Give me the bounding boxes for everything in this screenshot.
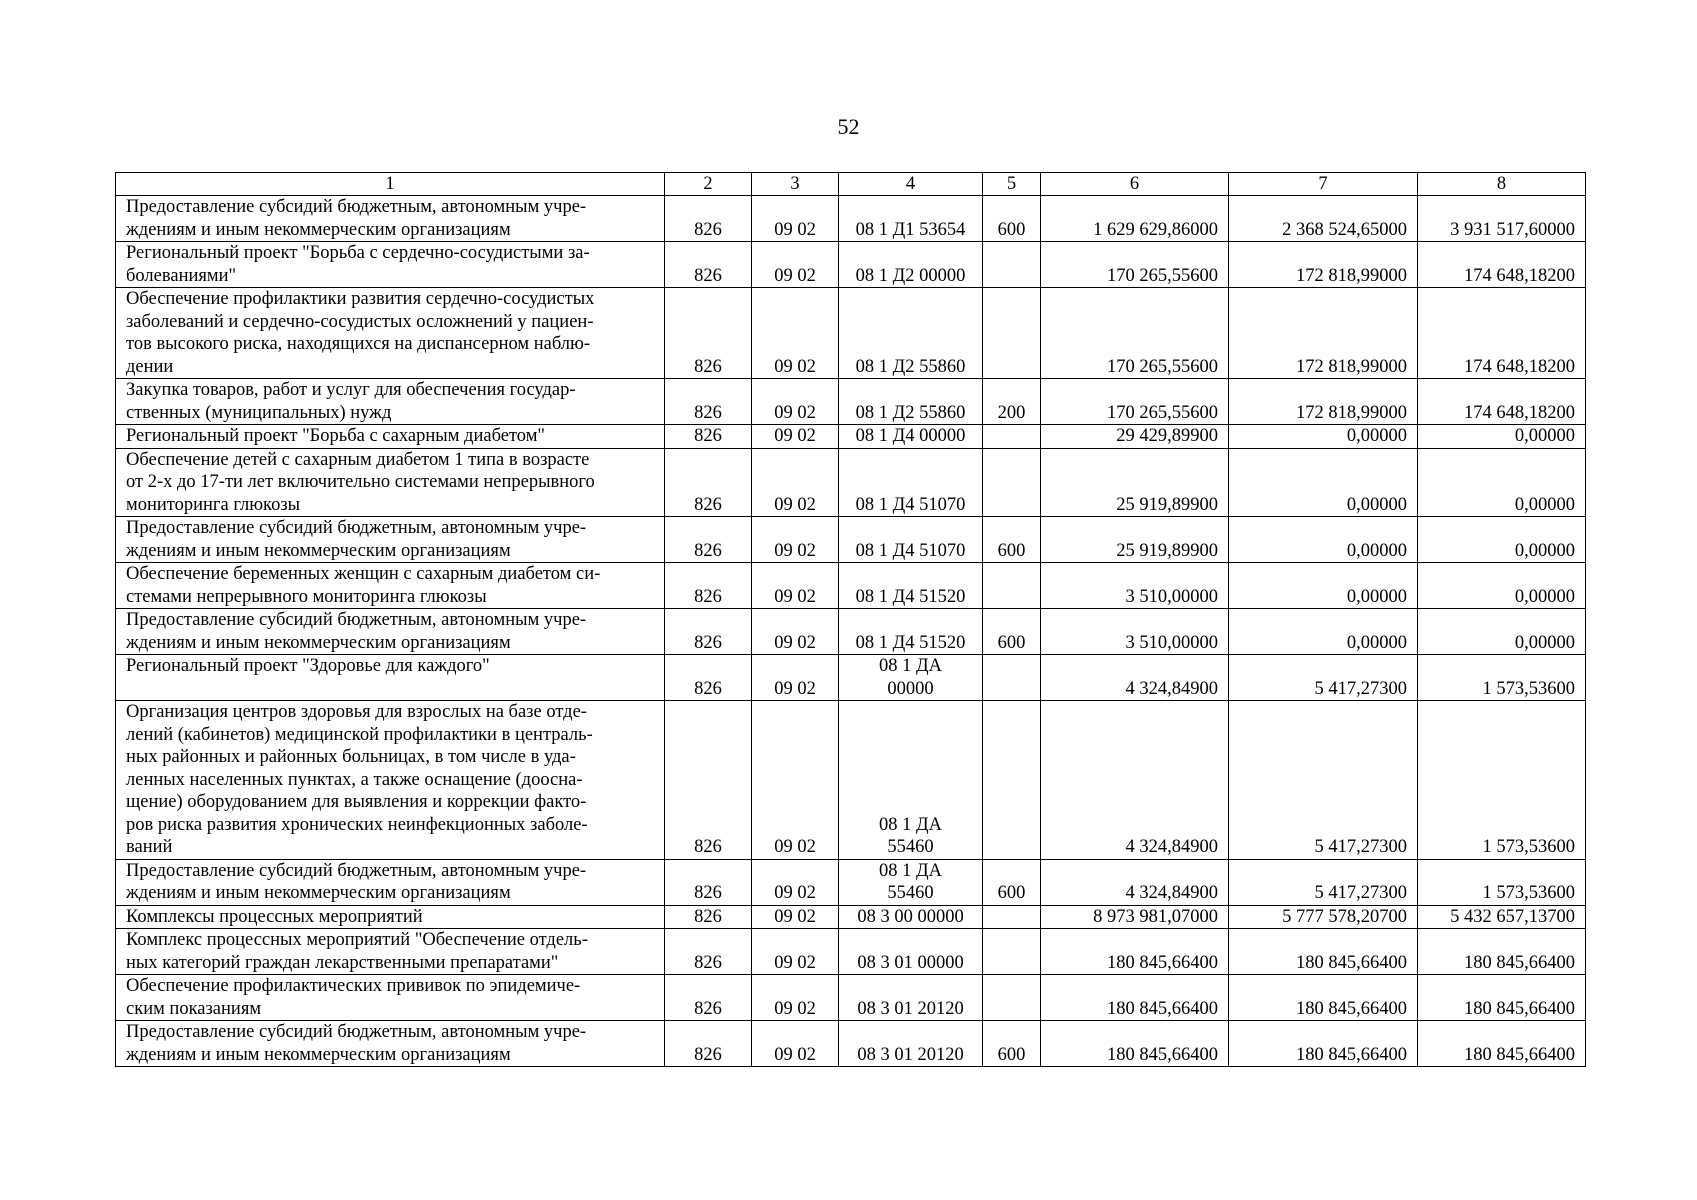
table-row [116, 448, 1586, 517]
header-row [116, 173, 1586, 196]
target-article-cell: 08 3 00 00000 [839, 905, 983, 929]
item-name-line: ных категорий граждан лекарственными препаратами" [126, 952, 559, 973]
section-code-cell: 09 02 [752, 1021, 839, 1067]
code-line: 08 1 ДА [879, 860, 942, 881]
ministry-code-cell: 826 [665, 929, 752, 975]
item-name-line: заболеваний и сердечно-сосудистых осложнений у пациен- [126, 311, 594, 332]
table-row [116, 859, 1586, 905]
table-row [116, 975, 1586, 1021]
amount-cell: 5 417,27300 [1229, 859, 1418, 905]
table-row [116, 425, 1586, 449]
code-line: 08 1 ДА [879, 814, 942, 835]
ministry-code-cell: 826 [665, 379, 752, 425]
amount-cell: 1 573,53600 [1418, 655, 1586, 701]
amount-cell: 0,00000 [1229, 448, 1418, 517]
amount-cell: 180 845,66400 [1418, 929, 1586, 975]
amount-cell: 4 324,84900 [1041, 655, 1229, 701]
section-code-cell: 09 02 [752, 425, 839, 449]
table-row [116, 288, 1586, 379]
amount-cell: 174 648,18200 [1418, 288, 1586, 379]
item-name-line: лений (кабинетов) медицинской профилактики в централь- [126, 724, 593, 745]
item-name-line: Обеспечение профилактики развития сердечно-сосудистых [126, 289, 595, 309]
expense-type-cell [983, 701, 1041, 860]
section-code-cell: 09 02 [752, 563, 839, 609]
target-article-cell: 08 1 Д2 55860 [839, 288, 983, 379]
target-article-cell: 08 1 Д4 00000 [839, 425, 983, 449]
expense-type-cell: 600 [983, 859, 1041, 905]
item-name-line: Предоставление субсидий бюджетным, автономным учре- [126, 518, 587, 538]
expense-type-cell [983, 242, 1041, 288]
ministry-code-cell: 826 [665, 288, 752, 379]
item-name-line: дении [126, 356, 174, 377]
item-name-cell [116, 905, 665, 929]
item-name-line: ждениям и иным некоммерческим организациям [126, 883, 511, 903]
table-row [116, 242, 1586, 288]
ministry-code-cell: 826 [665, 859, 752, 905]
target-article-cell: 08 3 01 00000 [839, 929, 983, 975]
amount-cell: 0,00000 [1418, 425, 1586, 449]
header-cell: 2 [665, 173, 752, 196]
expense-type-cell [983, 655, 1041, 701]
page-number: 52 [837, 114, 860, 139]
target-article-cell [839, 655, 983, 701]
item-name-line: Комплекс процессных мероприятий "Обеспечение отдель- [126, 930, 588, 950]
expense-type-cell [983, 563, 1041, 609]
target-article-cell: 08 1 Д4 51520 [839, 609, 983, 655]
table-row [116, 517, 1586, 563]
amount-cell: 180 845,66400 [1041, 929, 1229, 975]
item-name-cell [116, 701, 665, 860]
ministry-code-cell: 826 [665, 448, 752, 517]
header-cell: 1 [116, 173, 665, 196]
amount-cell: 5 417,27300 [1229, 701, 1418, 860]
header-cell: 5 [983, 173, 1041, 196]
amount-cell: 5 777 578,20700 [1229, 905, 1418, 929]
expense-type-cell: 600 [983, 196, 1041, 242]
code-line: 00000 [887, 678, 934, 699]
section-code-cell: 09 02 [752, 609, 839, 655]
amount-cell: 2 368 524,65000 [1229, 196, 1418, 242]
item-name-line: ров риска развития хронических неинфекционных заболе- [126, 814, 588, 835]
expense-type-cell: 200 [983, 379, 1041, 425]
amount-cell: 1 573,53600 [1418, 701, 1586, 860]
item-name-cell [116, 517, 665, 563]
expense-type-cell: 600 [983, 609, 1041, 655]
code-line: 55460 [887, 837, 934, 857]
section-code-cell: 09 02 [752, 655, 839, 701]
amount-cell: 170 265,55600 [1041, 379, 1229, 425]
item-name-line: мониторинга глюкозы [126, 494, 301, 515]
amount-cell: 0,00000 [1418, 448, 1586, 517]
amount-cell: 29 429,89900 [1041, 425, 1229, 449]
item-name-line: ственных (муниципальных) нужд [126, 402, 392, 423]
amount-cell: 0,00000 [1229, 425, 1418, 449]
target-article-cell: 08 1 Д4 51070 [839, 517, 983, 563]
target-article-cell: 08 1 Д1 53654 [839, 196, 983, 242]
amount-cell: 174 648,18200 [1418, 379, 1586, 425]
table-row [116, 905, 1586, 929]
item-name-line: ским показаниям [126, 998, 262, 1019]
ministry-code-cell: 826 [665, 425, 752, 449]
item-name-cell [116, 1021, 665, 1067]
amount-cell: 8 973 981,07000 [1041, 905, 1229, 929]
table-row [116, 196, 1586, 242]
item-name-line: Обеспечение профилактических прививок по эпидемиче- [126, 976, 581, 996]
table-row [116, 609, 1586, 655]
ministry-code-cell: 826 [665, 242, 752, 288]
item-name-line: ленных населенных пунктах, а также оснащение (доосна- [126, 769, 583, 790]
table-row [116, 655, 1586, 701]
section-code-cell: 09 02 [752, 379, 839, 425]
target-article-cell [839, 859, 983, 905]
code-line: 55460 [887, 883, 934, 903]
ministry-code-cell: 826 [665, 517, 752, 563]
amount-cell: 0,00000 [1229, 517, 1418, 563]
expense-type-cell: 600 [983, 517, 1041, 563]
item-name-line: Организация центров здоровья для взрослых на базе отде- [126, 702, 587, 722]
amount-cell: 180 845,66400 [1041, 1021, 1229, 1067]
header-cell: 7 [1229, 173, 1418, 196]
item-name-cell [116, 379, 665, 425]
amount-cell: 180 845,66400 [1229, 975, 1418, 1021]
ministry-code-cell: 826 [665, 196, 752, 242]
item-name-line: тов высокого риска, находящихся на диспансерном наблю- [126, 334, 590, 354]
amount-cell: 174 648,18200 [1418, 242, 1586, 288]
amount-cell: 25 919,89900 [1041, 517, 1229, 563]
header-cell: 6 [1041, 173, 1229, 196]
item-name-line: Предоставление субсидий бюджетным, автономным учре- [126, 197, 587, 217]
section-code-cell: 09 02 [752, 448, 839, 517]
amount-cell: 0,00000 [1418, 609, 1586, 655]
amount-cell: 1 573,53600 [1418, 859, 1586, 905]
expense-type-cell [983, 905, 1041, 929]
item-name-line: болеваниями" [126, 265, 237, 286]
amount-cell: 3 931 517,60000 [1418, 196, 1586, 242]
amount-cell: 4 324,84900 [1041, 859, 1229, 905]
item-name-cell [116, 425, 665, 449]
amount-cell: 0,00000 [1418, 517, 1586, 563]
item-name-line: Комплексы процессных мероприятий [126, 906, 423, 927]
target-article-cell: 08 1 Д4 51520 [839, 563, 983, 609]
amount-cell: 172 818,99000 [1229, 242, 1418, 288]
item-name-line [126, 678, 659, 701]
header-cell: 3 [752, 173, 839, 196]
item-name-line: ждениям и иным некоммерческим организациям [126, 540, 511, 561]
amount-cell: 0,00000 [1229, 563, 1418, 609]
item-name-line: ждениям и иным некоммерческим организациям [126, 632, 511, 653]
amount-cell: 170 265,55600 [1041, 242, 1229, 288]
amount-cell: 5 417,27300 [1229, 655, 1418, 701]
header-cell: 4 [839, 173, 983, 196]
section-code-cell: 09 02 [752, 288, 839, 379]
item-name-line: ных районных и районных больницах, в том числе в уда- [126, 747, 576, 767]
code-line: 08 1 ДА [879, 656, 942, 676]
table-row [116, 929, 1586, 975]
item-name-line: стемами непрерывного мониторинга глюкозы [126, 586, 487, 607]
amount-cell: 172 818,99000 [1229, 379, 1418, 425]
amount-cell: 172 818,99000 [1229, 288, 1418, 379]
expense-type-cell [983, 425, 1041, 449]
expense-type-cell [983, 288, 1041, 379]
ministry-code-cell: 826 [665, 655, 752, 701]
budget-table [115, 172, 1586, 1067]
table-row [116, 1021, 1586, 1067]
expense-type-cell: 600 [983, 1021, 1041, 1067]
item-name-cell [116, 196, 665, 242]
item-name-line: щение) оборудованием для выявления и коррекции факто- [126, 792, 587, 812]
target-article-cell: 08 1 Д2 55860 [839, 379, 983, 425]
ministry-code-cell: 826 [665, 1021, 752, 1067]
amount-cell: 180 845,66400 [1418, 1021, 1586, 1067]
amount-cell: 3 510,00000 [1041, 609, 1229, 655]
item-name-line: ваний [126, 837, 173, 857]
header-cell: 8 [1418, 173, 1586, 196]
table-row [116, 379, 1586, 425]
amount-cell: 180 845,66400 [1418, 975, 1586, 1021]
item-name-cell [116, 609, 665, 655]
section-code-cell: 09 02 [752, 905, 839, 929]
item-name-line: ждениям и иным некоммерческим организациям [126, 219, 511, 240]
amount-cell: 0,00000 [1418, 563, 1586, 609]
amount-cell: 5 432 657,13700 [1418, 905, 1586, 929]
table-row [116, 701, 1586, 860]
section-code-cell: 09 02 [752, 929, 839, 975]
ministry-code-cell: 826 [665, 609, 752, 655]
item-name-cell [116, 448, 665, 517]
amount-cell: 3 510,00000 [1041, 563, 1229, 609]
item-name-cell [116, 242, 665, 288]
item-name-line: Обеспечение детей с сахарным диабетом 1 типа в возрасте [126, 449, 590, 470]
item-name-line: Предоставление субсидий бюджетным, автономным учре- [126, 1022, 587, 1042]
table-body [116, 173, 1586, 1067]
target-article-cell: 08 3 01 20120 [839, 975, 983, 1021]
item-name-line: ждениям и иным некоммерческим организациям [126, 1044, 511, 1065]
expense-type-cell [983, 975, 1041, 1021]
ministry-code-cell: 826 [665, 975, 752, 1021]
item-name-cell [116, 859, 665, 905]
amount-cell: 170 265,55600 [1041, 288, 1229, 379]
item-name-cell [116, 288, 665, 379]
amount-cell: 180 845,66400 [1041, 975, 1229, 1021]
amount-cell: 180 845,66400 [1229, 1021, 1418, 1067]
amount-cell: 1 629 629,86000 [1041, 196, 1229, 242]
section-code-cell: 09 02 [752, 859, 839, 905]
amount-cell: 180 845,66400 [1229, 929, 1418, 975]
ministry-code-cell: 826 [665, 701, 752, 860]
item-name-line: Региональный проект "Борьба с сахарным диабетом" [126, 426, 545, 446]
amount-cell: 4 324,84900 [1041, 701, 1229, 860]
expense-type-cell [983, 929, 1041, 975]
section-code-cell: 09 02 [752, 975, 839, 1021]
item-name-cell [116, 655, 665, 701]
section-code-cell: 09 02 [752, 701, 839, 860]
item-name-line: Закупка товаров, работ и услуг для обеспечения государ- [126, 380, 576, 400]
section-code-cell: 09 02 [752, 517, 839, 563]
item-name-line: Региональный проект "Здоровье для каждого" [126, 656, 490, 676]
expense-type-cell [983, 448, 1041, 517]
item-name-line: Обеспечение беременных женщин с сахарным диабетом си- [126, 564, 601, 584]
item-name-line: от 2-х до 17-ти лет включительно системами непрерывного [126, 472, 595, 492]
target-article-cell [839, 701, 983, 860]
ministry-code-cell: 826 [665, 905, 752, 929]
amount-cell: 25 919,89900 [1041, 448, 1229, 517]
item-name-line: Региональный проект "Борьба с сердечно-сосудистыми за- [126, 243, 590, 263]
target-article-cell: 08 1 Д4 51070 [839, 448, 983, 517]
item-name-cell [116, 929, 665, 975]
item-name-line: Предоставление субсидий бюджетным, автономным учре- [126, 860, 587, 881]
target-article-cell: 08 1 Д2 00000 [839, 242, 983, 288]
item-name-cell [116, 563, 665, 609]
item-name-cell [116, 975, 665, 1021]
table-row [116, 563, 1586, 609]
amount-cell: 0,00000 [1229, 609, 1418, 655]
ministry-code-cell: 826 [665, 563, 752, 609]
item-name-line: Предоставление субсидий бюджетным, автономным учре- [126, 610, 587, 630]
section-code-cell: 09 02 [752, 242, 839, 288]
section-code-cell: 09 02 [752, 196, 839, 242]
target-article-cell: 08 3 01 20120 [839, 1021, 983, 1067]
